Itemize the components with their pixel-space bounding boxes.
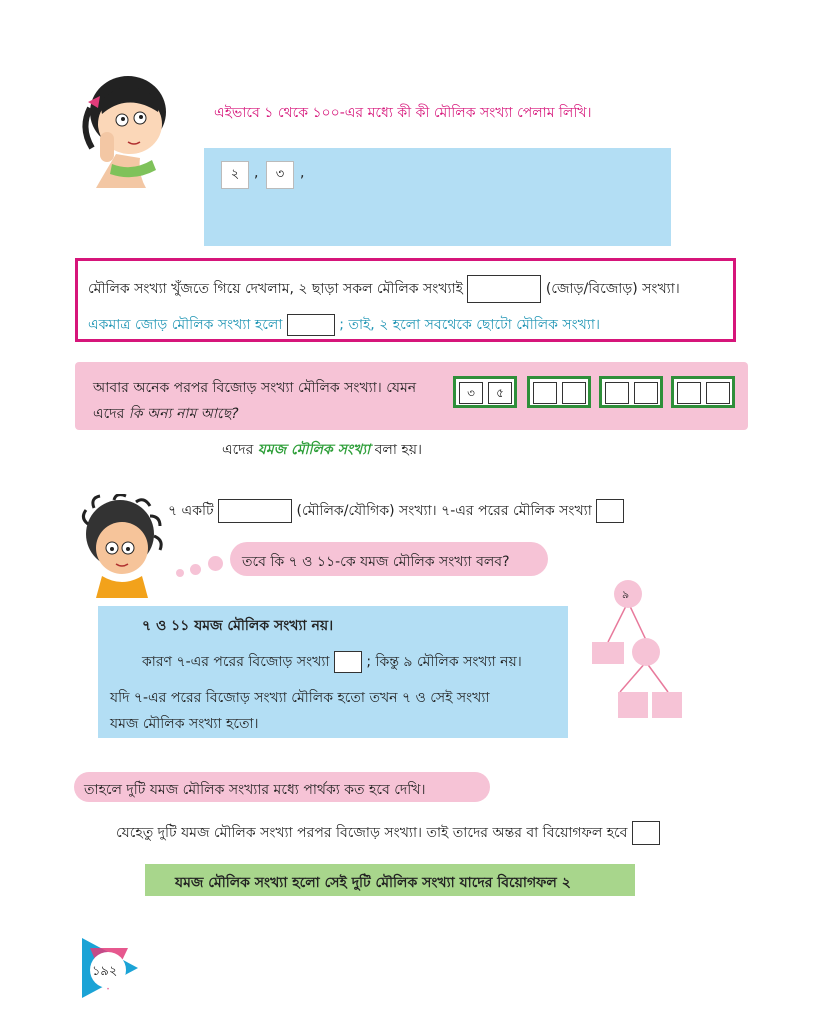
page-number-badge — [78, 936, 150, 1000]
difference-prompt: তাহলে দুটি যমজ মৌলিক সংখ্যার মধ্যে পার্থক্য কত হবে দেখি। — [74, 772, 490, 802]
prime-item[interactable] — [266, 161, 294, 189]
answer-box-even-prime[interactable] — [287, 314, 335, 336]
definition-bar: যমজ মৌলিক সংখ্যা হলো সেই দুটি মৌলিক সংখ্যা যাদের বিয়োগফল ২ — [145, 864, 635, 896]
even-odd-box — [75, 258, 736, 342]
answer-box-next-prime[interactable] — [596, 499, 624, 523]
twin-pair-blank[interactable] — [599, 376, 663, 408]
twin-name-line: এদের যমজ মৌলিক সংখ্যা বলা হয়। — [222, 442, 422, 458]
explanation-box — [98, 606, 568, 738]
tree-leaf-box[interactable] — [618, 692, 648, 718]
blank-cell[interactable] — [533, 382, 557, 404]
thought-dot — [190, 564, 201, 575]
prime-value: ৩ — [275, 167, 285, 182]
explanation-line1: কারণ ৭-এর পরের বিজোড় সংখ্যা ; কিন্তু ৯ মৌলিক সংখ্যা নয়। — [142, 650, 522, 674]
factor-tree — [588, 580, 698, 724]
blank-cell[interactable] — [562, 382, 586, 404]
twin-example-box — [75, 362, 748, 430]
thought-dot — [176, 569, 184, 577]
blank-cell[interactable] — [677, 382, 701, 404]
seven-question-line: ৭ একটি (মৌলিক/যৌগিক) সংখ্যা। ৭-এর পরের মৌলিক সংখ্যা — [168, 499, 624, 523]
twin-pair-blank[interactable] — [527, 376, 591, 408]
twin-value-a: ৩ — [459, 382, 483, 404]
intro-text: এইভাবে ১ থেকে ১০০-এর মধ্যে কী কী মৌলিক সংখ্যা পেলাম লিখি। — [214, 105, 592, 121]
explanation-line2: যদি ৭-এর পরের বিজোড় সংখ্যা মৌলিক হতো তখন ৭ ও সেই সংখ্যা — [110, 690, 490, 706]
twin-line1: আবার অনেক পরপর বিজোড় সংখ্যা মৌলিক সংখ্যা। যেমন — [93, 380, 417, 396]
primes-box — [204, 148, 671, 246]
twin-pair-example — [453, 376, 517, 408]
boy-illustration — [74, 494, 170, 598]
blank-cell[interactable] — [706, 382, 730, 404]
even-odd-line2: একমাত্র জোড় মৌলিক সংখ্যা হলো ; তাই, ২ হলো সবথেকে ছোটো মৌলিক সংখ্যা। — [88, 313, 600, 337]
difference-line: যেহেতু দুটি যমজ মৌলিক সংখ্যা পরপর বিজোড় সংখ্যা। তাই তাদের অন্তর বা বিয়োগফল হবে — [116, 821, 660, 845]
twin-pair-blank[interactable] — [671, 376, 735, 408]
answer-box-odd[interactable] — [467, 275, 541, 303]
tree-leaf-box[interactable] — [652, 692, 682, 718]
twin-line2: এদের কি অন্য নাম আছে? — [93, 406, 239, 422]
blank-cell[interactable] — [634, 382, 658, 404]
thought-dot — [208, 556, 223, 571]
tree-leaf-box[interactable] — [592, 642, 624, 664]
prime-item[interactable] — [221, 161, 249, 189]
explanation-title: ৭ ও ১১ যমজ মৌলিক সংখ্যা নয়। — [142, 618, 334, 634]
blank-cell[interactable] — [605, 382, 629, 404]
answer-box-next-odd[interactable] — [334, 651, 362, 673]
tree-root-label: ৯ — [622, 588, 630, 601]
twin-value-b: ৫ — [488, 382, 512, 404]
girl-illustration — [72, 62, 182, 192]
prime-value: ২ — [230, 167, 240, 182]
even-odd-line1: মৌলিক সংখ্যা খুঁজতে গিয়ে দেখলাম, ২ ছাড়া সকল মৌলিক সংখ্যাই (জোড়/বিজোড়) সংখ্যা। — [88, 275, 680, 303]
answer-box-difference[interactable] — [632, 821, 660, 845]
tree-branch-node[interactable] — [632, 638, 660, 666]
thought-bubble: তবে কি ৭ ও ১১-কে যমজ মৌলিক সংখ্যা বলব? — [230, 542, 548, 576]
explanation-line3: যমজ মৌলিক সংখ্যা হতো। — [110, 716, 259, 732]
comma: , — [300, 165, 305, 181]
page-number: ১৯২ — [92, 964, 118, 979]
comma: , — [254, 165, 259, 181]
answer-box-prime-composite[interactable] — [218, 499, 292, 523]
